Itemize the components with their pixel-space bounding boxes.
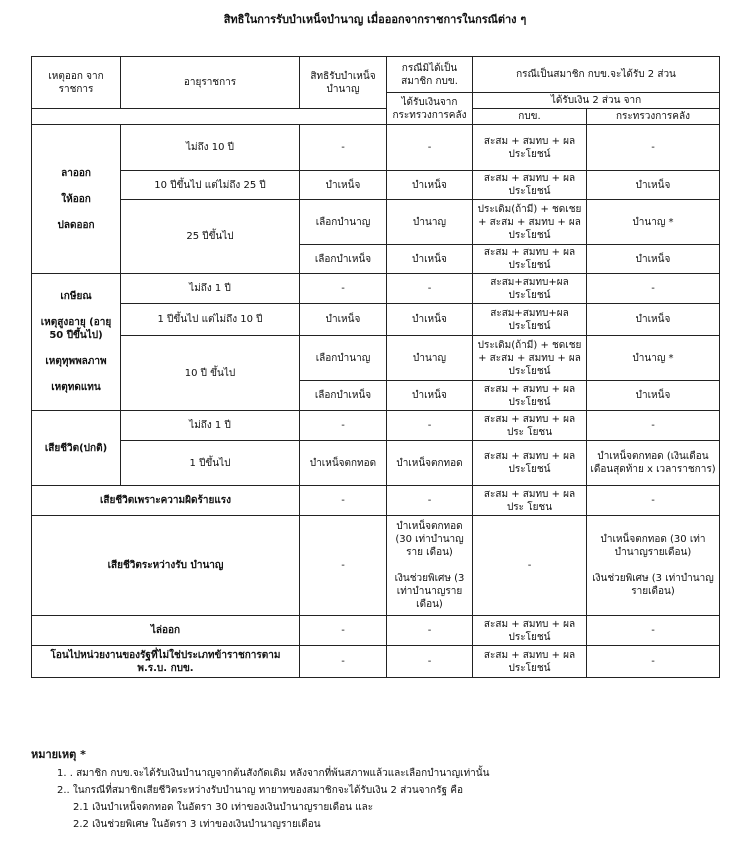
note-item: 2.. ในกรณีที่สมาชิกเสียชีวิตระหว่างรับบำนาญ ทายาทของสมาชิกจะได้รับเงิน 2 ส่วนจากรัฐ คือ <box>57 785 463 796</box>
cell-gpf: สะสม+สมทบ+ผล ประโยชน์ <box>473 274 587 304</box>
cell-mof: บำเหน็จตกทอด (เงินเดือนเดือนสุดท้าย x เวลาราชการ) <box>587 441 720 486</box>
group-retire-label: เหตุทดแทน <box>51 382 101 393</box>
cell-non-member: - <box>387 486 473 516</box>
cell-service: ไม่ถึง 10 ปี <box>121 125 300 171</box>
cell-right: เลือกบำนาญ <box>300 336 387 381</box>
cell-non-member: บำเหน็จ <box>387 245 473 274</box>
cell-gpf: สะสม + สมทบ + ผล ประโยชน์ <box>473 646 587 678</box>
cell-mof-line: เงินช่วยพิเศษ (3 เท่าบำนาญรายเดือน) <box>592 573 714 597</box>
cell-gpf: สะสม + สมทบ + ผล ประโยชน์ <box>473 616 587 646</box>
header-cause: เหตุออก จากราชการ <box>32 57 121 109</box>
cell-service: 25 ปีขึ้นไป <box>121 200 300 274</box>
cell-service: 1 ปีขึ้นไป แต่ไม่ถึง 10 ปี <box>121 304 300 336</box>
header-member: กรณีเป็นสมาชิก กบข.จะได้รับ 2 ส่วน <box>473 57 720 93</box>
cell-non-member: - <box>387 125 473 171</box>
cell-mof: บำเหน็จ <box>587 171 720 200</box>
cell-mof: บำเหน็จ <box>587 245 720 274</box>
cell-right: - <box>300 125 387 171</box>
cell-non-member: บำนาญ <box>387 200 473 245</box>
header-service: อายุราชการ <box>121 57 300 109</box>
cell-gpf: สะสม + สมทบ + ผล ประโยชน์ <box>473 441 587 486</box>
cell-right: เลือกบำนาญ <box>300 200 387 245</box>
page-title: สิทธิในการรับบำเหน็จบำนาญ เมื่อออกจากราชการในกรณีต่าง ๆ <box>223 13 527 26</box>
group-transfer: โอนไปหน่วยงานของรัฐที่ไม่ใช่ประเภทข้าราชการตาม พ.ร.บ. กบข. <box>32 646 300 678</box>
group-resign-label: ลาออก <box>61 167 91 179</box>
cell-right: บำเหน็จตกทอด <box>300 441 387 486</box>
cell-gpf: ประเดิม(ถ้ามี) + ชดเชย + สะสม + สมทบ + ผล ประโยชน์ <box>473 336 587 381</box>
note-subitem: 2.1 เงินบำเหน็จตกทอด ในอัตรา 30 เท่าของเงินบำนาญรายเดือน และ <box>73 802 374 813</box>
group-retire-label: เกษียณ <box>60 291 92 302</box>
cell-non-member: - <box>387 274 473 304</box>
cell-gpf: - <box>473 516 587 616</box>
cell-gpf: สะสม + สมทบ + ผลประ โยชน <box>473 411 587 441</box>
pension-rights-table <box>31 56 720 678</box>
cell-non-member: บำนาญ <box>387 336 473 381</box>
cell-service: 10 ปีขึ้นไป แต่ไม่ถึง 25 ปี <box>121 171 300 200</box>
cell-gpf: สะสม+สมทบ+ผล ประโยชน์ <box>473 304 587 336</box>
group-resign <box>32 125 121 274</box>
cell-non-member-line: เงินช่วยพิเศษ (3 เท่าบำนาญราย เดือน) <box>394 573 465 610</box>
header-spacer <box>32 109 387 125</box>
group-death-fault: เสียชีวิตเพราะความผิดร้ายแรง <box>32 486 300 516</box>
cell-mof: - <box>587 125 720 171</box>
cell-gpf: สะสม + สมทบ + ผลประ โยชน <box>473 486 587 516</box>
header-mof: กระทรวงการคลัง <box>587 109 720 125</box>
notes-section <box>31 746 721 833</box>
cell-mof: - <box>587 646 720 678</box>
cell-mof-line: บำเหน็จตกทอด (30 เท่าบำนาญรายเดือน) <box>600 534 706 558</box>
group-retire <box>32 274 121 411</box>
cell-right: เลือกบำเหน็จ <box>300 245 387 274</box>
cell-right: บำเหน็จ <box>300 304 387 336</box>
header-non-member: กรณีมิได้เป็น สมาชิก กบข. <box>387 57 473 93</box>
cell-right: - <box>300 646 387 678</box>
cell-right: - <box>300 516 387 616</box>
cell-non-member: - <box>387 411 473 441</box>
cell-mof: บำนาญ * <box>587 336 720 381</box>
cell-right: เลือกบำเหน็จ <box>300 381 387 411</box>
cell-non-member: บำเหน็จ <box>387 381 473 411</box>
cell-right: - <box>300 616 387 646</box>
note-item: 1. . สมาชิก กบข.จะได้รับเงินบำนาญจากต้นสังกัดเดิม หลังจากที่พ้นสภาพแล้วและเลือกบำนาญเท่านั้น <box>57 768 490 779</box>
cell-mof: - <box>587 411 720 441</box>
cell-service: ไม่ถึง 1 ปี <box>121 411 300 441</box>
notes-heading: หมายเหตุ * <box>31 748 86 761</box>
group-retire-label: เหตุทุพพลภาพ <box>45 356 107 367</box>
cell-non-member-line: บำเหน็จตกทอด (30 เท่าบำนาญราย เดือน) <box>395 521 464 558</box>
note-subitem: 2.2 เงินช่วยพิเศษ ในอัตรา 3 เท่าของเงินบำนาญรายเดือน <box>73 819 321 830</box>
cell-service: 10 ปี ขึ้นไป <box>121 336 300 411</box>
cell-non-member: - <box>387 646 473 678</box>
cell-mof: - <box>587 486 720 516</box>
cell-mof <box>587 516 720 616</box>
group-death-normal: เสียชีวิต(ปกติ) <box>32 411 121 486</box>
cell-right: - <box>300 411 387 441</box>
cell-gpf: ประเดิม(ถ้ามี) + ชดเชย + สะสม + สมทบ + ผล ประโยชน์ <box>473 200 587 245</box>
cell-non-member: บำเหน็จตกทอด <box>387 441 473 486</box>
group-resign-label: ปลดออก <box>57 219 95 231</box>
header-right: สิทธิรับบำเหน็จ บำนาญ <box>300 57 387 109</box>
header-non-member-sub: ได้รับเงินจาก กระทรวงการคลัง <box>387 93 473 125</box>
cell-mof: บำเหน็จ <box>587 304 720 336</box>
cell-mof: - <box>587 274 720 304</box>
cell-mof: บำเหน็จ <box>587 381 720 411</box>
cell-right: บำเหน็จ <box>300 171 387 200</box>
cell-right: - <box>300 274 387 304</box>
cell-right: - <box>300 486 387 516</box>
cell-non-member <box>387 516 473 616</box>
group-death-pension: เสียชีวิตระหว่างรับ บำนาญ <box>32 516 300 616</box>
cell-service: 1 ปีขึ้นไป <box>121 441 300 486</box>
cell-service: ไม่ถึง 1 ปี <box>121 274 300 304</box>
header-member-sub: ได้รับเงิน 2 ส่วน จาก <box>473 93 720 109</box>
cell-mof: บำนาญ * <box>587 200 720 245</box>
cell-non-member: บำเหน็จ <box>387 304 473 336</box>
cell-gpf: สะสม + สมทบ + ผล ประโยชน์ <box>473 125 587 171</box>
header-gpf: กบข. <box>473 109 587 125</box>
cell-gpf: สะสม + สมทบ + ผล ประโยชน์ <box>473 171 587 200</box>
group-resign-label: ให้ออก <box>61 193 91 205</box>
cell-gpf: สะสม + สมทบ + ผล ประโยชน์ <box>473 245 587 274</box>
cell-non-member: บำเหน็จ <box>387 171 473 200</box>
cell-mof: - <box>587 616 720 646</box>
cell-non-member: - <box>387 616 473 646</box>
cell-gpf: สะสม + สมทบ + ผล ประโยชน์ <box>473 381 587 411</box>
group-fired: ไล่ออก <box>32 616 300 646</box>
group-retire-label: เหตุสูงอายุ (อายุ 50 ปีขึ้นไป) <box>40 317 112 341</box>
